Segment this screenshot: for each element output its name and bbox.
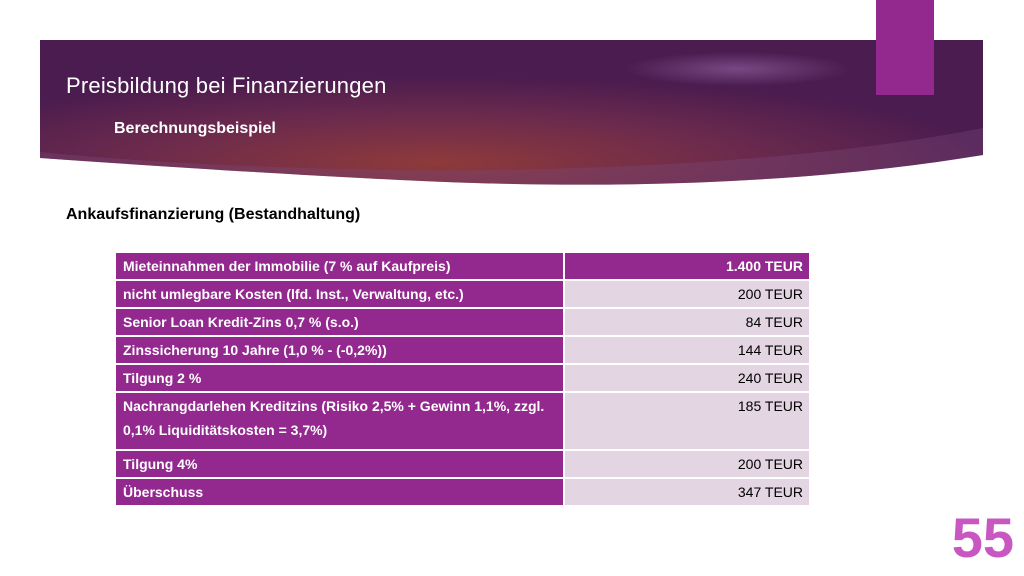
row-label: Nachrangdarlehen Kreditzins (Risiko 2,5% + Gewinn 1,1%, zzgl. 0,1% Liquiditätskosten = 3,7%) xyxy=(116,392,564,450)
table-row xyxy=(116,253,809,280)
row-label: Mieteinnahmen der Immobilie (7 % auf Kaufpreis) xyxy=(116,253,564,280)
table-row xyxy=(116,280,809,308)
row-value: 84 TEUR xyxy=(564,308,809,336)
row-label: Senior Loan Kredit-Zins 0,7 % (s.o.) xyxy=(116,308,564,336)
row-label: Zinssicherung 10 Jahre (1,0 % - (-0,2%)) xyxy=(116,336,564,364)
slide-title: Preisbildung bei Finanzierungen xyxy=(66,73,387,98)
section-heading: Ankaufsfinanzierung (Bestandhaltung) xyxy=(66,206,361,223)
row-value: 347 TEUR xyxy=(564,478,809,506)
row-value: 144 TEUR xyxy=(564,336,809,364)
table-row xyxy=(116,336,809,364)
row-value: 200 TEUR xyxy=(564,450,809,478)
table-row xyxy=(116,450,809,478)
table-row xyxy=(116,308,809,336)
row-label: Tilgung 4% xyxy=(116,450,564,478)
row-label: Tilgung 2 % xyxy=(116,364,564,392)
row-label: nicht umlegbare Kosten (lfd. Inst., Verwaltung, etc.) xyxy=(116,280,564,308)
accent-tab xyxy=(876,0,934,95)
row-value: 240 TEUR xyxy=(564,364,809,392)
row-value: 1.400 TEUR xyxy=(564,253,809,280)
page-number: 55 xyxy=(951,506,1014,569)
slide-subtitle: Berechnungsbeispiel xyxy=(114,120,276,137)
table-row xyxy=(116,478,809,506)
table-row xyxy=(116,392,809,450)
row-value: 200 TEUR xyxy=(564,280,809,308)
financing-table xyxy=(116,253,809,507)
row-value: 185 TEUR xyxy=(564,392,809,450)
table-row xyxy=(116,364,809,392)
row-label: Überschuss xyxy=(116,478,564,506)
